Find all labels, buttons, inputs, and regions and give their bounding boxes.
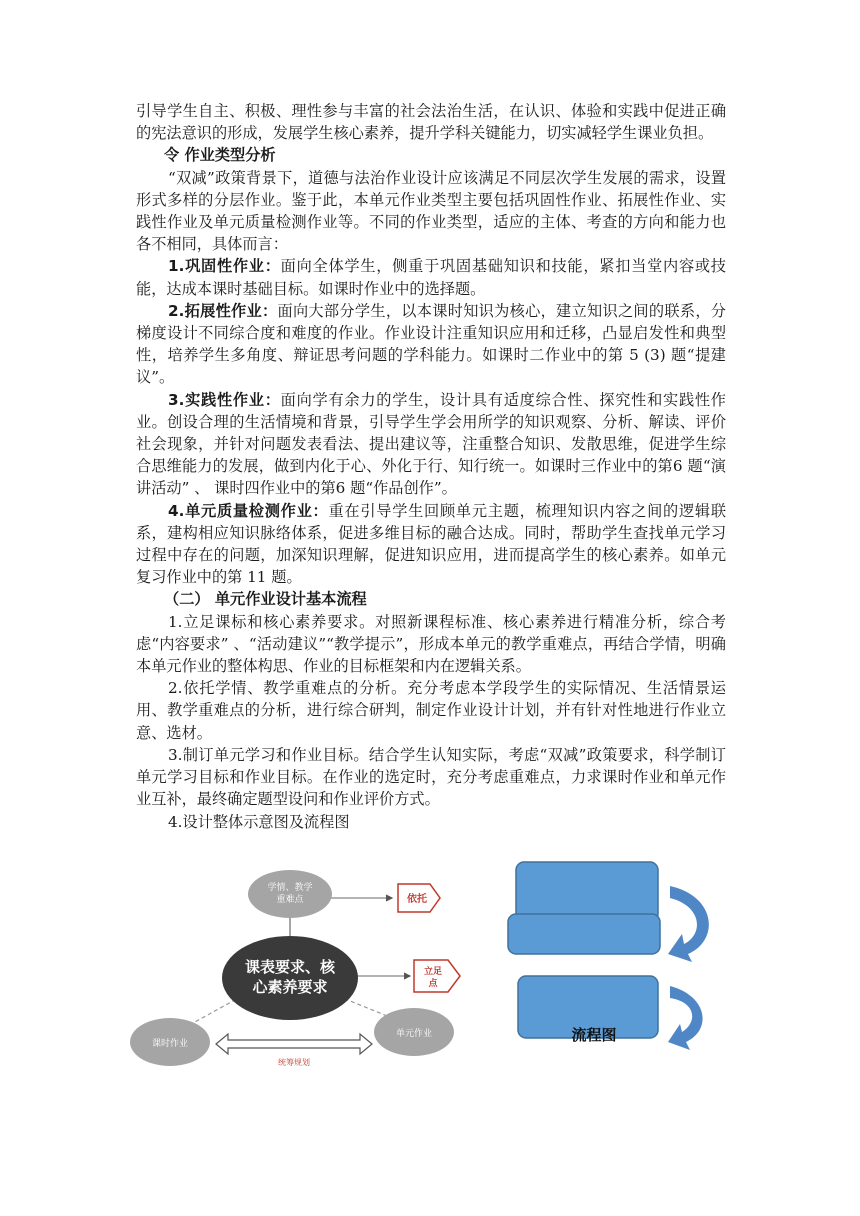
step-2: 2.依托学情、教学重难点的分析。充分考虑本学段学生的实际情况、生活情景运用、教学重难点的分析，进行综合研判，制定作业设计计划，并有针对性地进行作业立意、选材。	[136, 679, 726, 742]
flowchart-label: 流程图	[571, 1026, 617, 1044]
tag-foothold-line1: 立足	[423, 967, 443, 977]
step-3: 3.制订单元学习和作业目标。结合学生认知实际，考虑“双减”政策要求，科学制订单元学习目标和作业目标。在作业的选定时，充分考虑重难点，力求课时作业和单元作业互补，最终确定题型设问和作业评价方式。	[136, 745, 726, 809]
node-core-requirements-line2: 心素养要求	[252, 978, 328, 996]
section-heading-assignment-types: 令 作业类型分析	[164, 146, 276, 165]
curved-arrow-down-icon	[668, 986, 703, 1050]
node-core-requirements-line1: 课表要求、核	[244, 958, 336, 976]
tag-rely-label: 依托	[407, 894, 427, 905]
step-1: 1.立足课标和核心素养要求。对照新课程标准、核心素养进行精准分析，综合考虑“内容要求” 、“活动建议”“教学提示”，形成本单元的教学重难点，再结合学情，明确本单元作业的整体构思、作业的目标框架和内在逻辑关系。	[136, 612, 726, 676]
paragraph-assignment-types: “双减”政策背景下，道德与法治作业设计应该满足不同层次学生发展的需求，设置形式多样的分层作业。鉴于此，本单元作业类型主要包括巩固性作业、拓展性作业、实践性作业及单元质量检测作业等。不同的作业类型，适应的主体、考查的方向和能力也各不相同，具体而言：	[136, 168, 726, 254]
flowchart-box-1	[516, 862, 658, 922]
node-learning-situation	[248, 870, 332, 918]
type-unit-quality-test: 4.单元质量检测作业：重在引导学生回顾单元主题，梳理知识内容之间的逻辑联系，建构相应知识脉络体系，促进多维目标的融合达成。同时，帮助学生查找单元学习过程中存在的问题，加深知识理解，促进知识应用，进而提高学生的核心素养。如单元复习作业中的第 11 题。	[136, 501, 727, 587]
overall-schematic-diagram	[130, 868, 476, 1072]
node-unit-assignment-label: 单元作业	[395, 1029, 433, 1039]
flowchart-diagram	[502, 858, 722, 1054]
type-practice: 3.实践性作业：面向学有余力的学生，设计具有适度综合性、探究性和实践性作业。创设合理的生活情境和背景，引导学生学会用所学的知识观察、分析、解读、评价社会现象，并针对问题发表看法、提出建议等，注重整合知识、发散思维，促进学生综合思维能力的发展，做到内化于心、外化于行、知行统一。如课时三作业中的第6 题“演讲活动” 、 课时四作业中的第6 题“作品创作”。	[136, 390, 726, 498]
type-extension: 2.拓展性作业：面向大部分学生，以本课时知识为核心，建立知识之间的联系，分梯度设计不同综合度和难度的作业。作业设计注重知识应用和迁移，凸显启发性和典型性，培养学生多角度、辩证思考问题的学科能力。如课时二作业中的第 5 (3) 题“提建议”。	[136, 301, 726, 387]
curved-arrow-down-icon	[668, 886, 709, 962]
tag-foothold-line2: 点	[428, 979, 438, 989]
step-4: 4.设计整体示意图及流程图	[168, 812, 350, 831]
double-arrow-coordination-label: 统筹规划	[278, 1058, 310, 1067]
section-heading-design-flow: （二） 单元作业设计基本流程	[164, 590, 367, 609]
diamond-bullet-icon: 令	[164, 146, 180, 165]
paragraph-intro-continued: 引导学生自主、积极、理性参与丰富的社会法治生活，在认识、体验和实践中促进正确的宪法意识的形成，发展学生核心素养，提升学科关键能力，切实减轻学生课业负担。	[136, 102, 726, 143]
type-consolidation: 1.巩固性作业：面向全体学生，侧重于巩固基础知识和技能，紧扣当堂内容或技能，达成本课时基础目标。如课时作业中的选择题。	[136, 257, 726, 298]
node-learning-situation-line2: 重难点	[276, 895, 304, 905]
node-learning-situation-line1: 学情、教学	[267, 883, 313, 893]
node-lesson-assignment-label: 课时作业	[151, 1039, 189, 1049]
document-body	[136, 100, 726, 833]
flowchart-box-2	[508, 914, 660, 954]
double-arrow-coordination	[216, 1034, 372, 1054]
